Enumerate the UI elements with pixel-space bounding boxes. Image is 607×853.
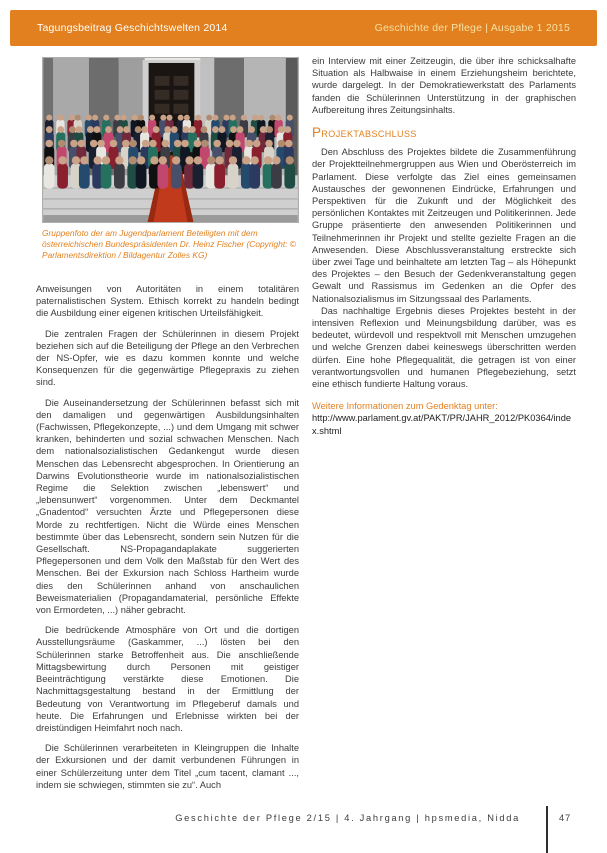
info-url-link[interactable]: http://www.parlament.gv.at/PAKT/PR/JAHR_2012/PK0364/index.shtml [312, 413, 572, 436]
paragraph: Den Abschluss des Projektes bildete die Zusammenführung der Projektteilnehmergruppen aus Wien und Oberösterreich im Parlament. Diese verfolgte das Ziel eines gemeinsamen Austausches der gewonnenen Eindrücke, Erfahrungen und Perspektiven für die Zukunft und der Möglichkeit des persönlichen Kontaktes mit Zeitzeugen und Politikerinnen. Jede Gruppe präsentierte den anwesenden Politikerinnen und Teilnehmerinnen ihr Projekt und stellte gezielte Fragen an die Anwesenden. Diese Abschlussveranstaltung erstreckte sich über zwei Tage und beinhaltete am letzten Tag – als Höhepunkt des Projektes – den Besuch der Gedenkveranstaltung gegen Gewalt und Rassismus im Gedenken an die Opfer des Nationalsozialismus im Sitzungssaal des Parlaments. [312, 147, 576, 304]
left-column [36, 283, 299, 799]
footer-divider [546, 806, 548, 853]
header-article-title: Tagungsbeitrag Geschichtswelten 2014 [37, 22, 228, 34]
paragraph: Das nachhaltige Ergebnis dieses Projektes besteht in der intensiven Reflexion und Meinungsbildung darüber, was es bedeutet, würdevoll und respektvoll mit Menschen umzugehen und welche Grenzen dabei keineswegs überschritten werden dürfen. Eine hohe Pflegequalität, die getragen ist von einer verantwortungsvollen und humanen Pflegebeziehung, setzt eine ethisch fundierte Haltung voraus. [312, 305, 576, 390]
footer-journal-line: Geschichte der Pflege 2/15 | 4. Jahrgang | hpsmedia, Nidda [175, 813, 520, 823]
info-label: Weitere Informationen zum Gedenktag unter: [312, 401, 498, 412]
photo-caption: Gruppenfoto der am Jugendparlament Beteiligten mit dem österreichischen Bundespräsidenten Dr. Heinz Fischer (Copyright: © Parlamentsdirektion / Bildagentur Zolles KG) [42, 228, 296, 260]
paragraph: Die Schülerinnen verarbeiteten in Kleingruppen die Inhalte der Exkursionen und der damit verbundenen Führungen in einer Schülerzeitung unter dem Titel „cum tacent, clamant ..., indem sie schwiegen, stimmten sie zu“. Auch [36, 743, 299, 790]
paragraph: Die Auseinandersetzung der Schülerinnen befasst sich mit den damaligen und gegenwärtigen Ausbildungsinhalten (Fachwissen, Pflegekonzepte, ...) und dem Umgang mit schwer kranken, behinderten und sozial schwachen Menschen. Nach dem nationalsozialistischen Gedankengut wurde diesen Menschen das Lebensrecht abgesprochen. In Orientierung an Darwins Evolutionstheorie wurde im nationalsozialistischen Regime die Selektion zwischen „lebenswert“ und „lebensunwert“ vorgenommen. Unter dem Deckmantel „Gnadentod“ versuchten Ärzte und Pflegepersonen diese Morde zu rechtfertigen. Nicht die Würde eines Menschen bestimmte über das Lebensrecht, sondern sein Nutzen für die Gesellschaft. NS-Propagandaplakate suggerierten Pflegepersonen und dem Volk den Maßstab für den Wert des Menschen. Bei der Exkursion nach Schloss Hartheim wurde dies den Schülerinnen anhand von anschaulichen Beweismaterialien (Propagandamaterial, persönliche Effekte von Ermordeten, ...) näher gebracht. [36, 397, 299, 616]
article-figure [42, 57, 299, 260]
continuation-paragraph: ein Interview mit einer Zeitzeugin, die über ihre schicksalhafte Situation als Halbwaise in einem Erziehungsheim berichtete, wurde dargelegt. In der Demokratiewerkstatt des Parlaments fanden die Schülerinnen Unterstützung in der graphischen Aufbereitung ihres Zeitungsinhalts. [312, 56, 576, 115]
right-column [312, 55, 576, 437]
section-heading-projektabschluss: Projektabschluss [312, 125, 417, 141]
paragraph: Anweisungen von Autoritäten in einem totalitären paternalistischen System. Ethisch korrekt zu handeln bedingt die Ausbildung einer eigenen kritischen Urteilsfähigkeit. [36, 284, 299, 319]
paragraph: Die bedrückende Atmosphäre von Ort und die dortigen Ausstellungsräume (Gaskammer, ...) lösten bei den Schülerinnen starke Betroffenheit aus. Die anschließende Mittagsbewirtung durch Personen mit geistiger Beeinträchtigung verstärkte diese Emotionen. Die Nachmittagsgestaltung bestand in der Ermittlung der Bedeutung von Verantwortung im Pflegeberuf damals und heute. Die Erfahrungen und Erlebnisse wirkten bei der dreistündigen Heimfahrt noch nach. [36, 625, 299, 733]
paragraph: Die zentralen Fragen der Schülerinnen in diesem Projekt beziehen sich auf die Beteiligung der Pflege an den Verbrechen der NS-Opfer, wie es dazu kommen konnte und welche Konsequenzen für die gegenwärtige Pflegepraxis zu ziehen sind. [36, 328, 299, 388]
footer-page-number: 47 [559, 813, 571, 823]
header-bar [10, 10, 597, 46]
group-photo-image [43, 58, 298, 222]
group-photo [42, 57, 299, 223]
header-journal-issue: Geschichte der Pflege | Ausgabe 1 2015 [374, 22, 570, 34]
